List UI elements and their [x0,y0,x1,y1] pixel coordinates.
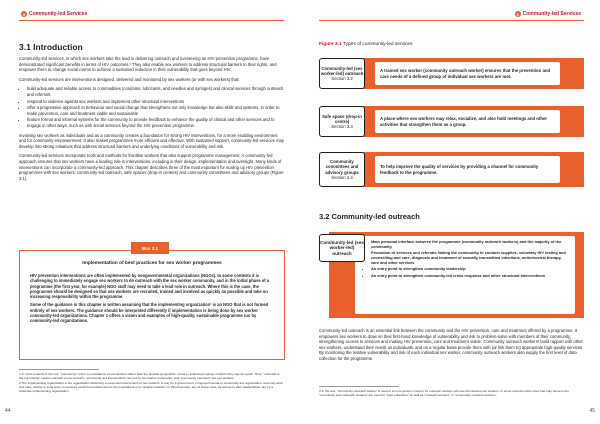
box-3-1 [19,250,285,360]
figure-row-safe-space [319,106,584,137]
intro-bullet: • feature formal and informal systems for the community to provide feedback to enhance the quality of clinical and other services and to engage in other ways, such as with social services beyond the HIV prevention programme. [27,117,284,128]
outreach-bullet: • Promotion of services and referrals linking the community to condom supplies, voluntary HIV testing and counselling and care, diagnosis and treatment of sexually transmitted infections, antiretroviral therapy, care and other services [371,250,570,265]
figure-row-outreach [319,58,584,89]
header-rule [319,20,584,21]
figure-row-description: To help improve the quality of services by providing a channel for community feedback to the programme. [375,156,560,183]
chapter-number-badge: 3 [22,11,26,17]
intro-paragraph-3: Involving sex workers as individuals and as a community creates a foundation for strong HIV interventions, for a more enabling environment and for community empowerment. It also makes programmes more efficient and effective. With sustained support, community-led services may develop into strong initiatives that address structural barriers and underlying conditions of vulnerability and risk. [19,132,284,149]
outreach-label: Community-led (sex worker-led) outreach [319,234,365,262]
footnote-2: 2 The implementing organization is the organization delivering a prevention intervention to sex workers. It may be a government, nongovernmental or community-led organization, and may work at a state, district or local level, or services could be provided across the populations or in multiple locations. In this document, any of these roles, as well as to their relationships, are by a collective implementing organization. [19,381,283,393]
box-paragraph-1: HIV prevention interventions are often implemented by nongovernmental organizations (NGOs). In some contexts it is challenging to immediately engage sex workers to do outreach with the sex worker community, and in the initial phase of a programme (the first year, for example) NGO staff may need to take a lead role in outreach. Where this is the case, the programme should be designed so that sex workers are recruited, trained and involved as quickly as possible and take on increasing responsibility within the programme. [30,273,270,300]
figure-title: Types of community-led services [341,42,413,47]
figure-row-name: Community-led (sex worker-led) outreach [320,65,364,76]
figure-row-label [319,58,365,89]
section-title-3-1: 3.1 Introduction [19,42,83,52]
intro-body [19,56,284,185]
box-body [30,273,274,327]
box-label-tab: Box 3.1 [131,242,169,254]
intro-paragraph-4: Community-led services incorporate tools and methods for frontline workers that also support programme management. A community-led approach ensures that sex workers have a leading role in interventions, including in their design, implementation and oversight. Many kinds of interventions can incorporate a community-led approach. This chapter describes three of the most important for scaling up HIV prevention programmes with sex workers: community-led outreach, safe spaces (drop-in centres) and community committees and advisory groups (Figure 3.1). [19,153,284,181]
right-page [300,0,600,424]
intro-paragraph-2: Community-led services are interventions designed, delivered and monitored by sex workers (or with sex workers) that: [19,76,240,82]
running-header-right [513,11,581,17]
intro-bullet: • build adequate and reliable access to commodities (condoms, lubricants, and needles and syringes) and clinical services through outreach and referrals [27,86,284,97]
figure-row-committees [319,152,584,187]
figure-row-description: A trained sex worker (community outreach worker) ensures that the prevention and care needs of a defined group of individual sex workers are met. [375,62,560,85]
page-number-right: 45 [589,408,595,414]
figure-row-name: Safe space (drop-in centre) [322,113,362,124]
figure-row-label [319,152,365,187]
intro-paragraph-1: Community-led services, in which sex workers take the lead in delivering outreach and overseeing an HIV prevention programme, have demonstrated significant benefits in terms of HIV outcomes.¹ They also enable sex workers to address structural barriers to their rights, and empower them to change social norms to achieve a sustained reduction in their vulnerability that goes beyond HIV. [19,56,277,73]
figure-3-1-caption [319,42,413,47]
outreach-bullet: • Main personal interface between the programme (community outreach workers) and the majority of the community [371,239,570,249]
footnotes-left [19,372,284,394]
page-number-left: 44 [5,408,11,414]
outreach-bullet: • An entry point to strengthen community-led crisis response and other structural interventions [371,273,570,278]
section-title-3-2: 3.2 Community-led outreach [319,212,420,221]
outreach-body [319,328,584,366]
outreach-summary-panel [319,232,584,318]
header-rule [19,20,284,21]
intro-bullet-list [19,86,284,128]
box-paragraph-2: Some of the guidance in this chapter is written assuming that the implementing organization² is an NGO that is not formed entirely of sex workers. The guidance should be interpreted differently if implementation is being done by sex worker community-led organizations. Chapter 1 offers a vision and examples of high-quality, sustainable programme run by community-led organizations. [30,302,269,324]
figure-row-name: Community committees and advisory groups [325,159,359,175]
figure-row-section: Section 3.3 [331,124,353,130]
outreach-bullet-list [365,239,570,278]
footnote-rule [19,369,99,370]
footnotes-right [319,389,584,398]
outreach-bullet: • An entry point to strengthen community leadership [371,266,570,271]
figure-row-label [319,106,365,137]
figure-row-section: Section 3.4 [331,174,353,180]
footnote-3: 3 In the text, "community outreach worker" is used in a more generic manner for outreach workers who are themselves sex workers. In some contexts other roles that may become the "community peer outreach workers" are used for "peer educators" as well as "outreach workers" or "community outreach workers". [319,389,569,397]
box-title: Implementation of best practices for sex worker programmes [82,261,222,266]
running-header-text: Community-led Services [522,11,581,17]
outreach-description [355,236,575,314]
figure-row-description: A place where sex workers may relax, socialize, and also hold meetings and other activities that strengthen them as a group. [375,110,560,133]
running-header-left [19,11,87,17]
chapter-number-badge: 3 [516,11,519,17]
footnote-rule [319,386,399,387]
intro-bullet: • offer a progressive approach to behaviour and social change that strengthens not only knowledge but also skills and systems, in order to make prevention, care and treatment viable and sustainable [27,105,284,116]
footnote-1: 1 In most contexts in the text, "community" refers to populations of sex workers rather than the broader geographic, social or cultural groupings of which they may be a part. Thus, "outreach to the community" means outreach to sex workers, "community-led interventions" are led by sex worker community, and "community members" are sex workers. [19,372,280,380]
figure-label: Figure 3.1 [319,42,342,47]
running-header-text: Community-led Services [29,11,88,17]
outreach-paragraph-1: Community-led outreach is an essential link between the community and the HIV prevention, care and treatment offered by a programme. It empowers sex workers to draw on their first-hand knowledge of vulnerability and risk to problem-solve with members of their community, strengthening access to services and making HIV prevention, care and treatment viable. Community outreach workers³ build rapport with other sex workers, understand their needs as individuals, and on a regular basis provide them with (or link them to) appropriate high-quality services. By monitoring the relative vulnerability and risk of each individual sex worker, community outreach workers also supply the first level of data collection for the programme. [319,328,584,361]
intro-bullet: • respond to violence against sex workers and implement other structural interventions [27,99,284,105]
figure-row-section: Section 3.2 [331,76,353,82]
